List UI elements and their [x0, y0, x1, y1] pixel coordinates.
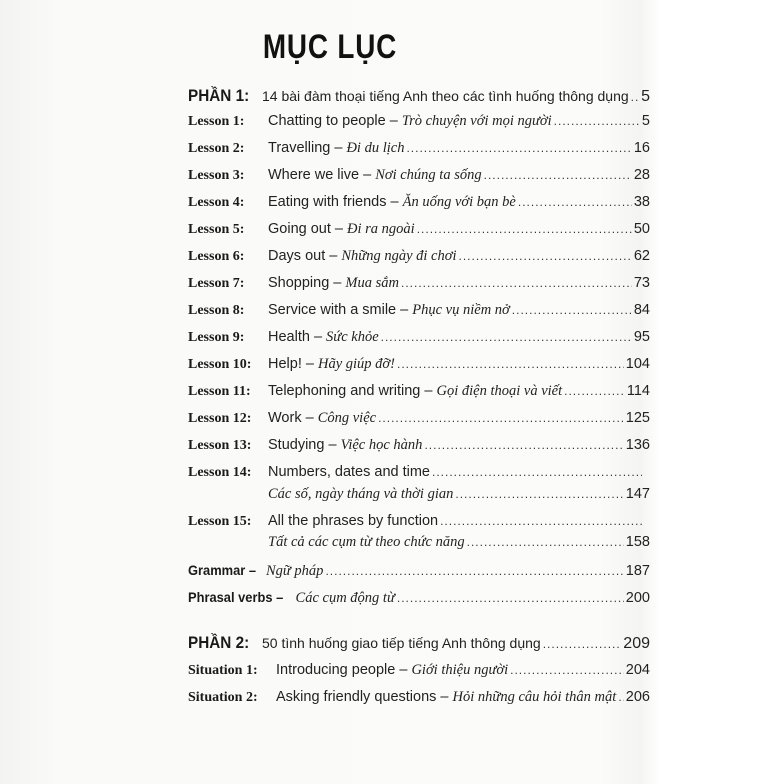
- part-title: 14 bài đàm thoại tiếng Anh theo các tình huống thông dụng: [262, 88, 629, 104]
- leader-dots: [397, 357, 624, 371]
- lesson-label: Lesson 9:: [188, 330, 245, 345]
- leader-dots: [510, 663, 624, 677]
- toc-lesson-8: [188, 302, 650, 324]
- grammar-title-vi: Ngữ pháp: [265, 563, 324, 579]
- lesson-title-en: Health –: [268, 329, 323, 345]
- leader-dots: [518, 195, 632, 209]
- lesson-title-vi: Đi ra ngoài: [347, 221, 415, 237]
- lesson-label: Lesson 10:: [188, 357, 252, 372]
- lesson-title-vi: Nơi chúng ta sống: [375, 167, 482, 183]
- situation-label: Situation 1:: [188, 663, 258, 678]
- lesson-title-vi: Những ngày đi chơi: [341, 248, 457, 264]
- lesson-title-en: Studying –: [268, 437, 337, 453]
- situation-title-vi: Giới thiệu người: [411, 662, 509, 678]
- lesson-title-vi: Sức khỏe: [326, 329, 379, 345]
- toc-lesson-14-sub: [268, 486, 650, 508]
- page-number: 114: [626, 383, 650, 399]
- leader-dots: [455, 487, 623, 501]
- lesson-title-en: Work –: [268, 410, 314, 426]
- page-number: 28: [633, 167, 650, 183]
- lesson-title-en: Eating with friends –: [268, 194, 399, 210]
- lesson-label: Lesson 3:: [188, 168, 245, 183]
- leader-dots: [440, 514, 642, 528]
- toc-lesson-9: [188, 329, 650, 351]
- lesson-label: Lesson 1:: [188, 114, 245, 129]
- lesson-title-en: Numbers, dates and time: [268, 464, 430, 480]
- leader-dots: [554, 114, 640, 128]
- lesson-title-en: Help! –: [268, 356, 314, 372]
- lesson-label: Lesson 2:: [188, 141, 245, 156]
- page-number: 5: [641, 113, 650, 129]
- page-number: 5: [641, 88, 650, 105]
- toc-lesson-7: [188, 275, 650, 297]
- page-number: 38: [633, 194, 650, 210]
- lesson-title-vi: Phục vụ niềm nở: [412, 302, 510, 318]
- leader-dots: [512, 303, 632, 317]
- leader-dots: [432, 465, 642, 479]
- lesson-title-en: Telephoning and writing –: [268, 383, 433, 399]
- page-number: 209: [623, 635, 650, 652]
- page-number: 73: [633, 275, 650, 291]
- leader-dots: [378, 411, 624, 425]
- toc-lesson-2: [188, 140, 650, 162]
- situation-label: Situation 2:: [188, 690, 258, 705]
- lesson-title-en: Service with a smile –: [268, 302, 409, 318]
- lesson-title-vi: Các số, ngày tháng và thời gian: [268, 486, 454, 502]
- situation-title-en: Introducing people –: [276, 662, 408, 678]
- page-title: MỤC LỤC: [262, 28, 398, 66]
- leader-dots: [406, 141, 631, 155]
- toc-grammar: [188, 562, 650, 584]
- lesson-label: Lesson 5:: [188, 222, 245, 237]
- leader-dots: [381, 330, 632, 344]
- lesson-title-en: Travelling –: [268, 140, 343, 156]
- lesson-title-en: Chatting to people –: [268, 113, 398, 129]
- leader-dots: [631, 90, 639, 104]
- lesson-title-vi: Tất cả các cụm từ theo chức năng: [268, 534, 465, 550]
- toc-lesson-1: [188, 113, 650, 135]
- page-number: 204: [625, 662, 650, 678]
- page-number: 104: [625, 356, 650, 372]
- lesson-title-vi: Hãy giúp đỡ!: [317, 356, 395, 372]
- toc-situation-2: [188, 689, 650, 711]
- part-label: PHẦN 2:: [188, 633, 250, 652]
- leader-dots: [467, 535, 624, 549]
- leader-dots: [401, 276, 632, 290]
- lesson-label: Lesson 13:: [188, 438, 252, 453]
- toc-lesson-15: [188, 513, 650, 535]
- page-number: 95: [633, 329, 650, 345]
- lesson-title-en: Shopping –: [268, 275, 342, 291]
- toc-lesson-12: [188, 410, 650, 432]
- lesson-title-vi: Gọi điện thoại và viết: [436, 383, 563, 399]
- lesson-title-en: Where we live –: [268, 167, 372, 183]
- toc-lesson-13: [188, 437, 650, 459]
- part-label: PHẦN 1:: [188, 86, 250, 105]
- page-number: 187: [625, 563, 650, 579]
- lesson-title-en: Days out –: [268, 248, 338, 264]
- page-number: 62: [633, 248, 650, 264]
- grammar-title-en: Grammar –: [188, 562, 257, 578]
- part-title: 50 tình huống giao tiếp tiếng Anh thông dụng: [262, 635, 541, 651]
- page-number: 200: [625, 590, 650, 606]
- lesson-title-vi: Trò chuyện với mọi người: [401, 113, 552, 129]
- lesson-label: Lesson 12:: [188, 411, 252, 426]
- lesson-label: Lesson 14:: [188, 465, 252, 480]
- lesson-label: Lesson 8:: [188, 303, 245, 318]
- leader-dots: [458, 249, 631, 263]
- leader-dots: [417, 222, 632, 236]
- leader-dots: [618, 690, 623, 704]
- leader-dots: [397, 591, 624, 605]
- toc-lesson-15-sub: [268, 534, 650, 556]
- page-number: 125: [625, 410, 650, 426]
- page-number: 206: [625, 689, 650, 705]
- situation-title-en: Asking friendly questions –: [276, 689, 449, 705]
- lesson-title-en: All the phrases by function: [268, 513, 439, 529]
- toc-lesson-4: [188, 194, 650, 216]
- lesson-label: Lesson 7:: [188, 276, 245, 291]
- page-number: 84: [633, 302, 650, 318]
- toc-lesson-11: [188, 383, 650, 405]
- page-number: 158: [625, 534, 650, 550]
- phrasal-title-vi: Các cụm động từ: [295, 590, 395, 606]
- leader-dots: [325, 564, 623, 578]
- lesson-label: Lesson 11:: [188, 384, 251, 399]
- leader-dots: [484, 168, 632, 182]
- toc-phrasal-verbs: [188, 589, 650, 611]
- lesson-label: Lesson 4:: [188, 195, 245, 210]
- phrasal-title-en: Phrasal verbs –: [188, 589, 284, 605]
- lesson-title-vi: Ăn uống với bạn bè: [402, 194, 516, 210]
- lesson-title-vi: Việc học hành: [340, 437, 423, 453]
- toc-lesson-14: [188, 464, 650, 486]
- leader-dots: [543, 637, 622, 651]
- lesson-title-vi: Đi du lịch: [346, 140, 405, 156]
- leader-dots: [424, 438, 623, 452]
- toc-lesson-3: [188, 167, 650, 189]
- toc-situation-1: [188, 662, 650, 684]
- toc-lesson-6: [188, 248, 650, 270]
- toc-part-2: [188, 633, 650, 657]
- toc-part-1: [188, 86, 650, 110]
- page-number: 147: [625, 486, 650, 502]
- lesson-label: Lesson 6:: [188, 249, 245, 264]
- leader-dots: [564, 384, 625, 398]
- lesson-title-vi: Mua sắm: [345, 275, 399, 291]
- lesson-title-vi: Công việc: [317, 410, 377, 426]
- lesson-label: Lesson 15:: [188, 514, 252, 529]
- page-number: 136: [625, 437, 650, 453]
- lesson-title-en: Going out –: [268, 221, 343, 237]
- page-number: 50: [633, 221, 650, 237]
- toc-lesson-5: [188, 221, 650, 243]
- page-number: 16: [633, 140, 650, 156]
- toc-lesson-10: [188, 356, 650, 378]
- situation-title-vi: Hỏi những câu hỏi thân mật: [452, 689, 617, 705]
